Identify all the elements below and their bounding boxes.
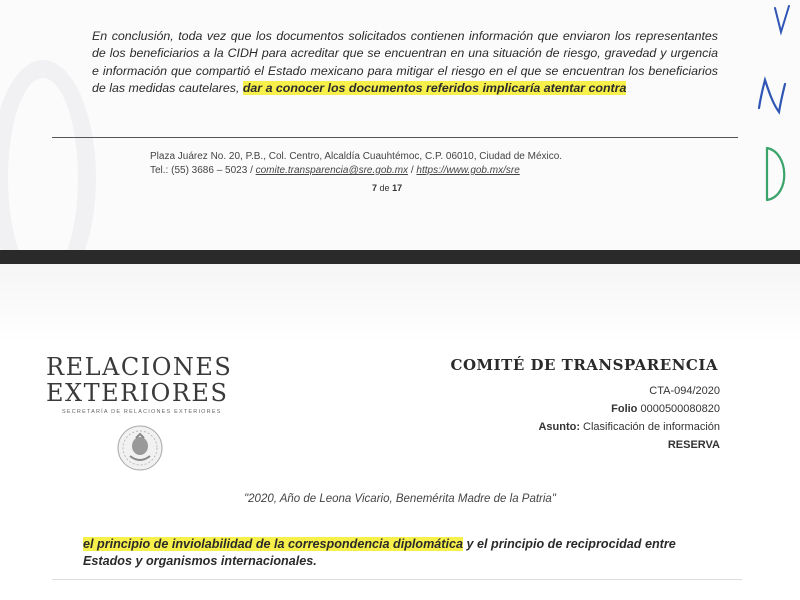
folio-label: Folio: [611, 403, 638, 415]
footer-address: [150, 150, 562, 178]
handwritten-mark-d: [767, 148, 784, 200]
case-number: CTA-094/2020: [649, 385, 720, 397]
document-page-top: [0, 0, 800, 250]
email-link[interactable]: comite.transparencia@sre.gob.mx: [255, 165, 409, 176]
year-motto: "2020, Año de Leona Vicario, Benemérita Madre de la Patria": [244, 493, 556, 505]
case-metadata: [538, 382, 720, 454]
logo-line-2: EXTERIORES: [46, 379, 229, 407]
conclusion-paragraph: [92, 28, 718, 97]
logo-subtitle: SECRETARÍA DE RELACIONES EXTERIORES: [62, 409, 222, 415]
page-number: [372, 183, 402, 193]
folio-row: [538, 400, 720, 418]
page-total: 17: [392, 183, 403, 193]
highlighted-text-2: el principio de inviolabilidad de la correspondencia diplomática: [83, 537, 463, 551]
folio-value: 0000500080820: [640, 403, 720, 415]
document-page-bottom: [0, 264, 800, 600]
handwritten-margin-marks: [745, 0, 800, 250]
committee-title: COMITÉ DE TRANSPARENCIA: [450, 356, 718, 374]
page-of: de: [379, 183, 390, 193]
classification-row: [538, 436, 720, 454]
handwriting-drawing: [745, 0, 800, 250]
asunto-row: [538, 418, 720, 436]
page-current: 7: [372, 183, 378, 193]
classification-value: RESERVA: [667, 439, 720, 451]
website-link[interactable]: https://www.gob.mx/sre: [416, 165, 520, 176]
national-seal-icon: [116, 424, 164, 472]
telephone: Tel.: (55) 3686 – 5023 /: [150, 165, 256, 176]
watermark-shape: [0, 60, 96, 250]
handwritten-mark-n: [759, 80, 785, 112]
principle-text: y el principio de reciprocidad entre Estados y organismos internacionales.: [83, 537, 676, 568]
principle-paragraph: [83, 536, 719, 570]
highlighted-text: dar a conocer los documentos referidos implicaría atentar contra: [242, 80, 627, 95]
bottom-rule: [52, 579, 742, 580]
page-divider: [0, 250, 800, 264]
address-line: Plaza Juárez No. 20, P.B., Col. Centro, Alcaldía Cuauhtémoc, C.P. 06010, Ciudad de México.: [150, 151, 563, 162]
bleed-through-shade: [0, 264, 800, 344]
contact-line: [150, 164, 562, 178]
footer-rule: [52, 137, 738, 138]
asunto-value: Clasificación de información: [583, 421, 720, 433]
link-separator: /: [408, 165, 417, 176]
conclusion-text: En conclusión, toda vez que los documentos solicitados contienen información que enviaron los representantes de los beneficiarios a la CIDH para acreditar que se encuentran en una situación de riesgo, gravedad y urgencia e información que compartió el Estado mexicano para mitigar el riesgo en el que se encuentran los beneficiarios de las medidas cautelares,: [92, 29, 718, 95]
logo-line-1: RELACIONES: [46, 353, 233, 381]
handwritten-mark-v: [775, 6, 789, 32]
asunto-label: Asunto:: [538, 421, 580, 433]
